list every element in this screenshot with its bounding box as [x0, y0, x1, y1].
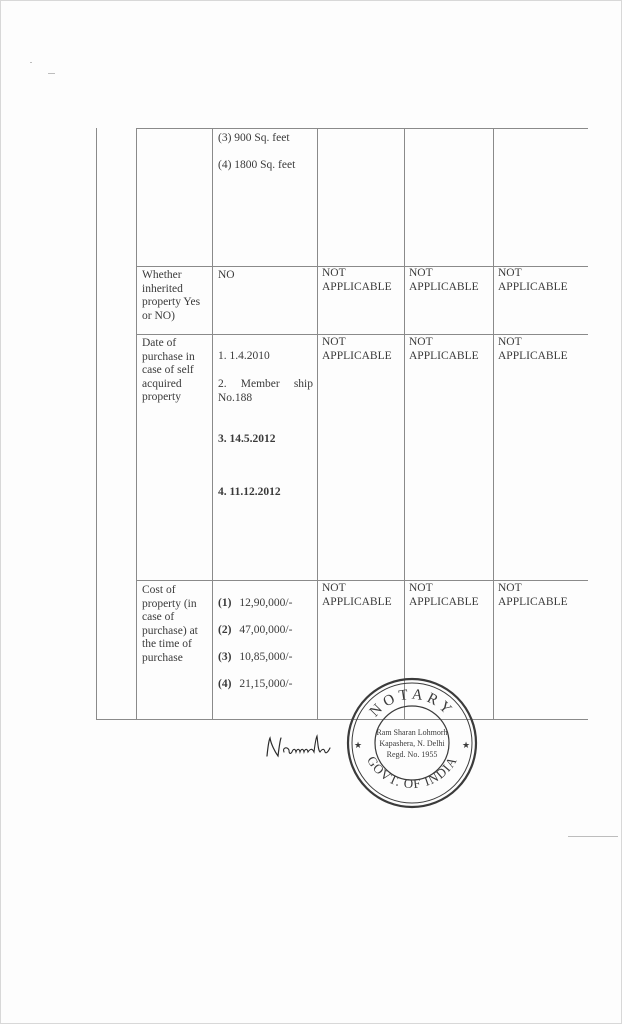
not-applicable-cell: NOT APPLICABLE — [498, 582, 568, 608]
table-rule — [96, 719, 588, 720]
svg-text:Kapashera, N. Delhi: Kapashera, N. Delhi — [379, 739, 445, 748]
cost-item-2: (2) 47,00,000/- — [218, 624, 293, 636]
table-rule — [136, 580, 588, 581]
svg-text:Ram Sharan Lohmorh: Ram Sharan Lohmorh — [376, 728, 448, 737]
purchase-date-4: 4. 11.12.2012 — [218, 486, 281, 498]
purchase-date-3: 3. 14.5.2012 — [218, 433, 276, 445]
scan-speck — [30, 62, 32, 63]
membership-number: No.188 — [218, 391, 253, 404]
notary-seal — [344, 676, 480, 810]
not-applicable-cell: NOT APPLICABLE — [409, 267, 479, 293]
not-applicable-cell: NOT APPLICABLE — [409, 582, 479, 608]
area-item-4: (4) 1800 Sq. feet — [218, 159, 296, 171]
table-rule — [493, 128, 494, 720]
cost-of-property-label: Cost of property (in case of purchase) at the time of purchase — [142, 584, 198, 664]
cost-item-3: (3) 10,85,000/- — [218, 651, 293, 663]
not-applicable-cell: NOT APPLICABLE — [498, 336, 568, 362]
table-rule — [136, 128, 137, 720]
property-details-table — [96, 128, 588, 720]
table-rule — [136, 128, 588, 129]
purchase-date-1: 1. 1.4.2010 — [218, 350, 270, 362]
scan-line — [568, 836, 618, 837]
membership-ship: ship — [293, 378, 313, 390]
scan-speck — [48, 73, 55, 74]
table-rule — [317, 128, 318, 720]
table-rule — [212, 128, 213, 720]
cost-item-4: (4) 21,15,000/- — [218, 678, 293, 690]
not-applicable-cell: NOT APPLICABLE — [322, 582, 392, 608]
not-applicable-cell: NOT APPLICABLE — [322, 336, 392, 362]
purchase-item-2 — [218, 378, 313, 405]
table-rule — [96, 128, 97, 720]
date-of-purchase-label: Date of purchase in case of self acquired property — [142, 337, 195, 403]
membership-word: Member — [240, 378, 280, 390]
svg-text:GOVT. OF INDIA: GOVT. OF INDIA — [364, 753, 460, 792]
inherited-property-label: Whether inherited property Yes or NO) — [142, 269, 201, 322]
not-applicable-cell: NOT APPLICABLE — [409, 336, 479, 362]
not-applicable-cell: NOT APPLICABLE — [498, 267, 568, 293]
svg-text:★: ★ — [353, 740, 363, 750]
membership-num: 2. — [218, 378, 227, 390]
svg-text:NOTARY: NOTARY — [366, 686, 458, 721]
membership-row — [218, 378, 313, 392]
not-applicable-cell: NOT APPLICABLE — [322, 267, 392, 293]
cost-item-1: (1) 12,90,000/- — [218, 597, 293, 609]
svg-text:★: ★ — [461, 740, 471, 750]
signature — [262, 730, 346, 766]
svg-text:Regd. No. 1955: Regd. No. 1955 — [386, 750, 438, 759]
table-rule — [136, 334, 588, 335]
table-rule — [404, 128, 405, 720]
inherited-property-value: NO — [218, 269, 235, 281]
area-item-3: (3) 900 Sq. feet — [218, 132, 290, 144]
